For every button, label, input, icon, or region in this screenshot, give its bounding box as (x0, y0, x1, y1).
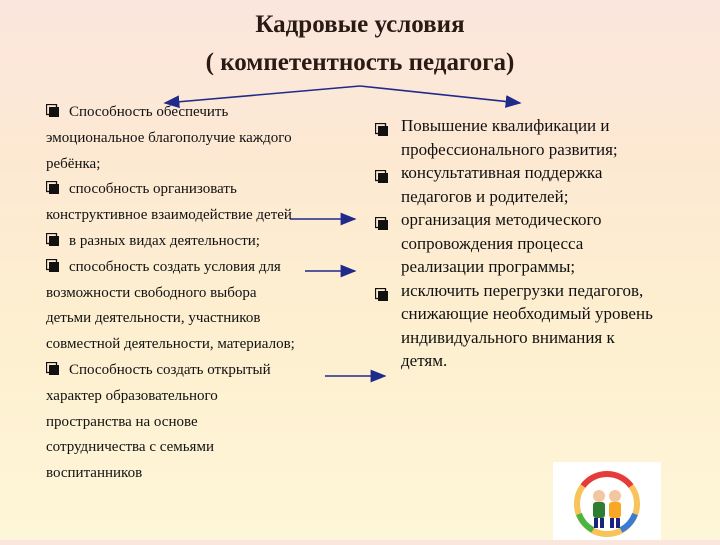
title-line-1: Кадровые условия (255, 11, 465, 38)
title-line-2: ( компетентность педагога) (205, 49, 515, 76)
right-item-2: консультативная поддержка педагогов и родителей; (375, 161, 660, 208)
measures-list (375, 114, 660, 373)
left-item-4: способность создать условия для возможности свободного выбора детьми деятельности, участников совместной деятельности, материалов; (46, 255, 356, 358)
competences-list (46, 100, 356, 487)
checkbox-bullet-icon (375, 284, 388, 297)
checkbox-bullet-icon (46, 101, 59, 114)
checkbox-bullet-icon (375, 119, 388, 132)
right-item-4: исключить перегрузки педагогов, снижающие необходимый уровень индивидуального внимания к детям. (375, 279, 660, 373)
left-item-2: способность организовать конструктивное взаимодействие детей (46, 177, 356, 229)
checkbox-bullet-icon (46, 256, 59, 269)
kids-logo-icon (553, 462, 661, 540)
left-item-1: Способность обеспечить эмоциональное благополучие каждого ребёнка; (46, 100, 356, 177)
checkbox-bullet-icon (375, 213, 388, 226)
title-arrow-right (360, 86, 520, 103)
right-item-3: организация методического сопровождения процесса реализации программы; (375, 208, 660, 279)
checkbox-bullet-icon (46, 359, 59, 372)
right-item-1: Повышение квалификации и профессионального развития; (375, 114, 660, 161)
checkbox-bullet-icon (46, 178, 59, 191)
left-item-5: Способность создать открытый характер образовательного пространства на основе сотрудничества с семьями воспитанников (46, 358, 356, 487)
checkbox-bullet-icon (375, 166, 388, 179)
left-item-3: в разных видах деятельности; (46, 229, 356, 255)
checkbox-bullet-icon (46, 230, 59, 243)
